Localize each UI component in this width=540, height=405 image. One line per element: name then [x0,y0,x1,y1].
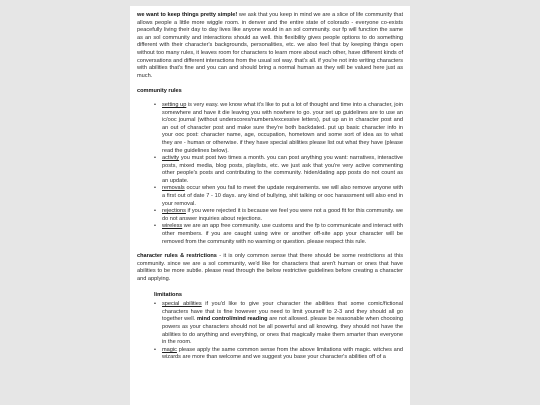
character-rules-heading: character rules & restrictions [137,253,217,260]
rule-text: you must post two times a month. you can post anything you want: narratives, interactive posts, mixed media, blog posts, playlists, etc. we just ask that you're very active commenting other people's posts and contributing to the community. hiden/dating app posts do not count as an update. [162,155,403,184]
rule-text: is very easy. we know what it's like to put a lot of thought and time into a character, join somewhere and have it die leaving you with nowhere to go. your set up guidelines are to use an ic/ooc journal (without underscores/numbers/excessive letters), put up an in character post and an out of character post and make sure they're both backdated. put up basic character info in your ooc post: character name, age, occupation, hometown and some sort of idea as to what they are - human or otherwise. if they have special abilities please list out what they have (please read the guidelines below). [162,101,403,154]
rules-page [130,6,410,405]
limitations-list [154,301,403,362]
rule-wireless [154,223,403,246]
intro-lead: we want to keep things pretty simple! [137,12,238,18]
rule-activity [154,155,403,185]
limitation-term[interactable]: special abilities [162,301,202,308]
rule-removals [154,185,403,208]
limitation-text-after: are not allowed. please be reasonable when choosing powers as your characters should not be all powerful and all knowing. they should not have the abilities to do anything and everything, or ones that magically make them smarter than everyone in the room. [162,316,403,346]
limitation-term[interactable]: magic [162,346,177,353]
rule-term[interactable]: activity [162,155,180,162]
limitation-text: please apply the same common sense from the above limitations with magic. witches and wizards are more than welcome and we suggest you base your character's abilities off of a [162,346,403,361]
rule-rejections [154,208,403,223]
rule-setting-up [154,102,403,155]
rule-text: occur when you fail to meet the update requirements. we will also remove anyone with a first out of date 7 - 10 days. any kind of bullying, shit talking or ooc harassment will also end in your removal. [162,185,404,207]
intro-text: we ask that you keep in mind we are a slice of life community that allows people a little more wiggle room. in denver and the entire state of colorado - everyone co-exists peacefully living their day to day lives like anyone would in an sol community. our fp will function the same as an sol community and interactions should as well. this flexibility gives people options to do something different with their character's backgrounds, personalities, etc. we also feel that by keeping things open without too many rules, it leaves room for characters to learn more about each other, have different kinds of conversations and different interactions from the usual sol way. that's all. if you're not into writing characters with abilities that's fine and you can and should bring a normal human as they will be valued here just as much. [137,12,403,79]
rule-term[interactable]: wireless [162,223,183,230]
limitation-bold: mind control/mind reading [196,316,268,323]
limitation-magic [154,347,403,362]
rule-text: we are an app free community. use customs and the fp to communicate and interact with other members. if you are caught using wire or another off-site app your character will be removed from the community with no warning or question. please respect this rule. [162,223,403,245]
intro-paragraph [137,12,403,80]
limitations-heading: limitations [154,291,182,298]
character-rules-paragraph [137,253,403,283]
rule-term[interactable]: setting up [162,101,187,108]
community-rules-heading: community rules [137,88,182,95]
limitations-section [137,292,403,362]
limitation-text: if you'd like to give your character the abilities that some comic/fictional characters have that is fine however you need to limit yourself to 2-3 and they should all go together well. [162,301,403,323]
community-rules-list [137,102,403,246]
character-rules-text: - it is only common sense that there should be some restrictions at this community. since we are a sol community, we'd like for characters that aren't human or ones that have abilities to be more subtle. please read through the below restrictive guidelines before creating a character and applying. [137,253,403,282]
rule-term[interactable]: removals [162,185,185,192]
rule-text: if you were rejected it is because we feel you were not a good fit for this community. we do not answer inquiries about rejections. [162,208,403,222]
rule-term[interactable]: rejections [162,208,186,215]
limitation-special-abilities [154,301,403,347]
